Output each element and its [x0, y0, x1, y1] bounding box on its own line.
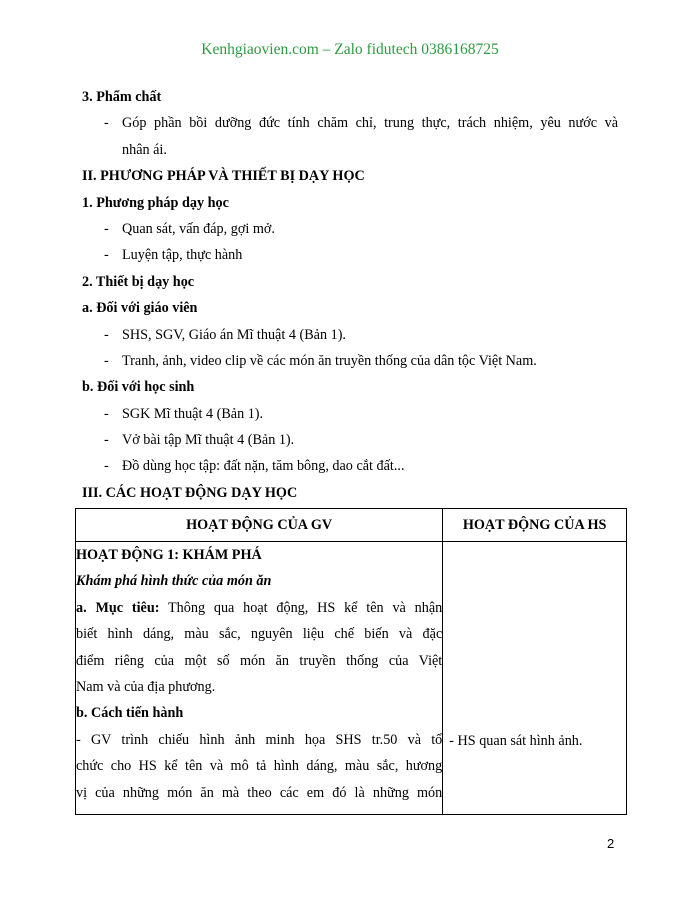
document-body — [82, 84, 618, 506]
student-title: b. Đối với học sinh — [82, 379, 195, 396]
bullet-text: Quan sát, vấn đáp, gợi mở. — [122, 220, 275, 237]
goal-text: Thông qua hoạt động, HS kể tên và nhận — [159, 599, 443, 616]
bullet-item: - Luyện tập, thực hành — [104, 247, 243, 264]
method-label: b. Cách tiến hành — [76, 705, 184, 722]
goal-line — [76, 595, 442, 621]
gv-activity-cell — [76, 542, 443, 815]
header-separator: – — [318, 41, 335, 58]
activities-table — [75, 508, 627, 815]
goal-line: điểm riêng của một số món ăn truyền thống của Việt — [76, 652, 443, 669]
goal-line: Nam và của địa phương. — [76, 678, 216, 695]
page-number: 2 — [607, 836, 615, 851]
bullet-text: Tranh, ảnh, video clip về các món ăn truyền thống của dân tộc Việt Nam. — [122, 352, 537, 369]
methods-title: 1. Phương pháp dạy học — [82, 194, 229, 211]
bullet-text: Đồ dùng học tập: đất nặn, tăm bông, dao cắt đất... — [122, 458, 405, 475]
activity-subtitle: Khám phá hình thức của món ăn — [76, 573, 272, 590]
page-header — [0, 41, 700, 59]
bullet-continuation: nhân ái. — [122, 141, 167, 158]
goal-label: a. Mục tiêu: — [76, 599, 160, 616]
hs-activity-cell — [443, 542, 627, 815]
section-3-title: 3. Phẩm chất — [82, 89, 162, 105]
bullet-item: - Tranh, ảnh, video clip về các món ăn truyền thống của dân tộc Việt Nam. — [104, 352, 537, 369]
bullet-text: Góp phần bồi dưỡng đức tính chăm chỉ, trung thực, trách nhiệm, yêu nước và — [122, 115, 618, 132]
bullet-item: - Quan sát, vấn đáp, gợi mở. — [104, 220, 275, 237]
column-header-gv: HOẠT ĐỘNG CỦA GV — [76, 509, 443, 542]
header-contact: Zalo fidutech 0386168725 — [334, 41, 499, 58]
teacher-title: a. Đối với giáo viên — [82, 300, 198, 317]
bullet-item: - SGK Mĩ thuật 4 (Bản 1). — [104, 405, 264, 422]
method-line: chức cho HS kể tên và mô tả hình dáng, màu sắc, hương — [76, 758, 443, 775]
equipment-title: 2. Thiết bị dạy học — [82, 273, 195, 290]
bullet-item: - Đồ dùng học tập: đất nặn, tăm bông, dao cắt đất... — [104, 458, 405, 475]
table-header-row — [76, 509, 627, 542]
column-header-hs: HOẠT ĐỘNG CỦA HS — [443, 509, 627, 542]
goal-line: biết hình dáng, màu sắc, nguyên liệu chế biến và đặc — [76, 626, 443, 643]
bullet-text: SHS, SGV, Giáo án Mĩ thuật 4 (Bản 1). — [122, 326, 346, 343]
activity-title: HOẠT ĐỘNG 1: KHÁM PHÁ — [76, 547, 262, 563]
header-site: Kenhgiaovien.com — [201, 41, 319, 58]
table-row — [76, 542, 627, 815]
bullet-text: Luyện tập, thực hành — [122, 247, 243, 264]
bullet-text: SGK Mĩ thuật 4 (Bản 1). — [122, 405, 264, 422]
bullet-item: - Góp phần bồi dưỡng đức tính chăm chỉ, trung thực, trách nhiệm, yêu nước và — [104, 115, 618, 132]
method-line: - GV trình chiếu hình ảnh minh họa SHS tr.50 và tổ — [76, 731, 443, 748]
hs-activity-text: - HS quan sát hình ảnh. — [449, 733, 583, 749]
section-3-activities-title: III. CÁC HOẠT ĐỘNG DẠY HỌC — [82, 484, 298, 501]
bullet-text: Vở bài tập Mĩ thuật 4 (Bản 1). — [122, 432, 295, 449]
section-2-title: II. PHƯƠNG PHÁP VÀ THIẾT BỊ DẠY HỌC — [82, 168, 365, 185]
bullet-item: - Vở bài tập Mĩ thuật 4 (Bản 1). — [104, 432, 295, 449]
method-line: vị của những món ăn mà theo các em đó là những món — [76, 784, 443, 801]
bullet-item: - SHS, SGV, Giáo án Mĩ thuật 4 (Bản 1). — [104, 326, 346, 343]
